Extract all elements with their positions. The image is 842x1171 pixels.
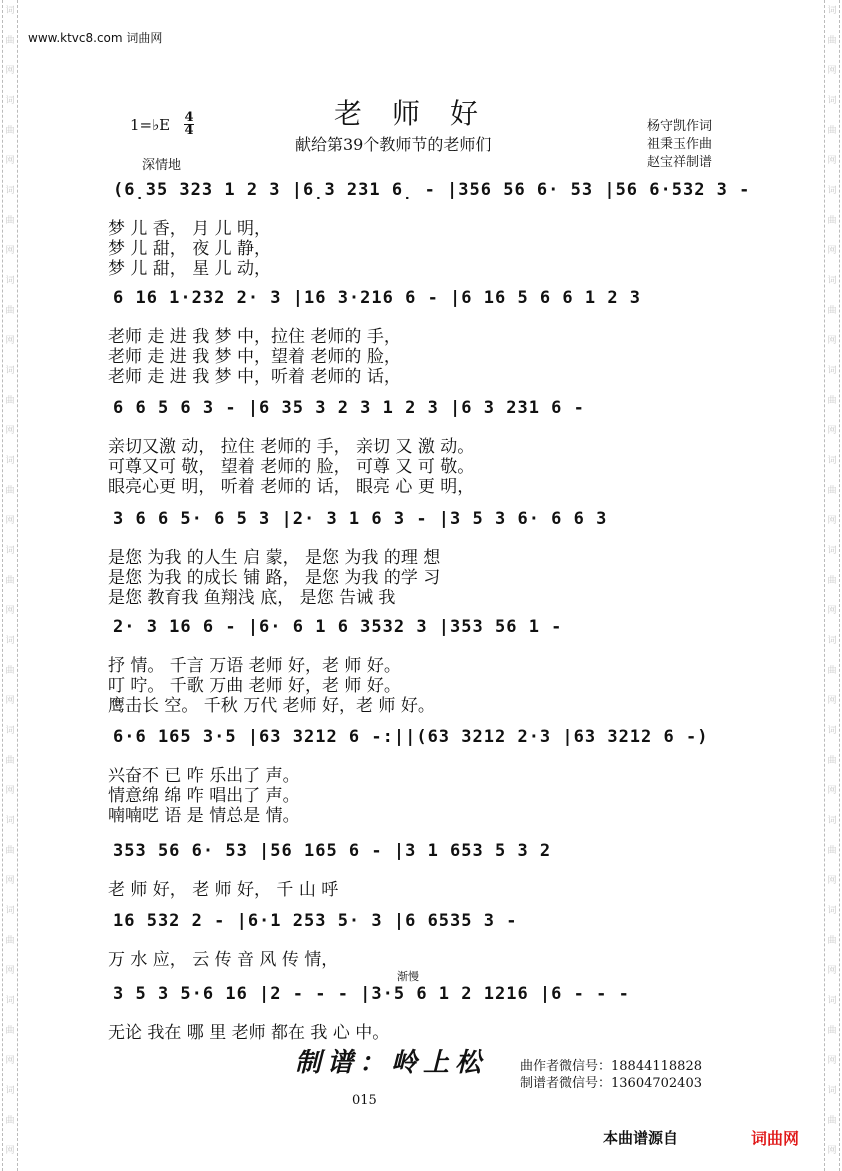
watermark-char: 词 (5, 1086, 15, 1096)
lyric-line: 是您 为我 的成长 铺 路， 是您 为我 的学 习 (108, 568, 441, 588)
right-watermark-strip (824, 0, 840, 1171)
watermark-char: 网 (827, 426, 837, 436)
watermark-char: 词 (827, 366, 837, 376)
page-number: 015 (352, 1093, 377, 1108)
contact-info (520, 1058, 702, 1092)
notation-line: 6·6 165 3·5 |63 3212 6 -:||(63 3212 2·3 |63 3212 6 -) (113, 727, 709, 747)
watermark-char: 词 (827, 456, 837, 466)
notation-line: 353 56 6· 53 |56 165 6 - |3 1 653 5 3 2 (113, 841, 552, 861)
lyric-line: 梦 儿 甜， 夜 儿 静， (108, 239, 272, 259)
watermark-char: 曲 (5, 756, 15, 766)
watermark-char: 曲 (5, 1026, 15, 1036)
key-signature: 1=♭E (130, 116, 171, 134)
notation-line: (6̣35 323 1 2 3 |6̣3 231 6̣ - |356 56 6· 53 |56 6·532 3 - (113, 180, 751, 200)
watermark-char: 网 (827, 1056, 837, 1066)
watermark-char: 网 (5, 966, 15, 976)
watermark-char: 网 (5, 1146, 15, 1156)
watermark-char: 网 (5, 786, 15, 796)
watermark-char: 网 (5, 156, 15, 166)
song-title: 老师好 (333, 97, 508, 130)
watermark-char: 词 (827, 276, 837, 286)
watermark-char: 网 (5, 606, 15, 616)
watermark-char: 词 (827, 186, 837, 196)
watermark-char: 网 (827, 966, 837, 976)
watermark-char: 曲 (827, 936, 837, 946)
watermark-char: 网 (827, 246, 837, 256)
watermark-char: 曲 (827, 1116, 837, 1126)
watermark-char: 网 (827, 66, 837, 76)
watermark-char: 曲 (827, 846, 837, 856)
watermark-char: 词 (5, 996, 15, 1006)
source-brand[interactable]: 词曲网 (751, 1129, 800, 1148)
lyric-line: 情意绵 绵 咋 唱出了 声。 (108, 786, 300, 806)
watermark-char: 网 (827, 606, 837, 616)
lyric-line: 可尊又可 敬， 望着 老师的 脸， 可尊 又 可 敬。 (108, 457, 475, 477)
watermark-char: 词 (5, 366, 15, 376)
watermark-char: 网 (5, 1056, 15, 1066)
watermark-char: 曲 (5, 936, 15, 946)
composer-credit: 祖秉玉作曲 (647, 137, 713, 152)
lyric-line: 是您 为我 的人生 启 蒙， 是您 为我 的理 想 (108, 548, 441, 568)
time-signature-top: 4 (184, 110, 194, 125)
notation-line: 16 532 2 - |6·1 253 5· 3 |6 6535 3 - (113, 911, 518, 931)
notation-line: 6 6 5 6 3 - |6 35 3 2 3 1 2 3 |6 3 231 6 - (113, 398, 585, 418)
composer-contact: 曲作者微信号：18844118828 (520, 1059, 702, 1074)
lyric-line: 抒 情。 千言 万语 老师 好，老 师 好。 (108, 656, 401, 676)
watermark-char: 词 (5, 636, 15, 646)
lyric-line: 兴奋不 已 咋 乐出了 声。 (108, 766, 300, 786)
watermark-char: 曲 (5, 846, 15, 856)
watermark-char: 词 (827, 6, 837, 16)
source-label: 本曲谱源自 (603, 1129, 679, 1147)
watermark-char: 词 (5, 726, 15, 736)
time-signature (184, 112, 194, 137)
watermark-char: 网 (5, 696, 15, 706)
engraver-contact: 制谱者微信号：13604702403 (520, 1076, 702, 1091)
watermark-char: 曲 (5, 576, 15, 586)
watermark-char: 词 (5, 6, 15, 16)
lyric-line: 老师 走 进 我 梦 中，望着 老师的 脸， (108, 347, 401, 367)
watermark-char: 网 (5, 66, 15, 76)
watermark-char: 网 (827, 696, 837, 706)
watermark-char: 曲 (5, 216, 15, 226)
watermark-char: 曲 (827, 126, 837, 136)
watermark-char: 网 (5, 876, 15, 886)
watermark-char: 曲 (827, 306, 837, 316)
watermark-char: 词 (827, 996, 837, 1006)
notation-line: 2· 3 16 6 - |6· 6 1 6 3532 3 |353 56 1 - (113, 617, 563, 637)
watermark-char: 词 (5, 456, 15, 466)
watermark-char: 网 (5, 336, 15, 346)
site-url[interactable]: www.ktvc8.com 词曲网 (28, 31, 163, 45)
tempo-mark: 渐慢 (397, 970, 419, 983)
watermark-char: 网 (5, 246, 15, 256)
lyric-line: 喃喃呓 语 是 情总是 情。 (108, 806, 300, 826)
watermark-char: 词 (827, 96, 837, 106)
watermark-char: 曲 (827, 216, 837, 226)
watermark-char: 曲 (827, 576, 837, 586)
engraver-credit: 赵宝祥制谱 (647, 155, 713, 170)
expression-mark: 深情地 (142, 158, 182, 173)
watermark-char: 词 (827, 906, 837, 916)
watermark-char: 曲 (5, 486, 15, 496)
lyric-line: 万 水 应， 云 传 音 风 传 情， (108, 950, 339, 970)
watermark-char: 网 (827, 876, 837, 886)
watermark-char: 曲 (5, 126, 15, 136)
watermark-char: 曲 (827, 396, 837, 406)
watermark-char: 曲 (827, 486, 837, 496)
left-watermark-strip (2, 0, 18, 1171)
notation-line: 3 5 3 5·6 16 |2 - - - |3·5 6 1 2 1216 |6 - - - (113, 984, 630, 1004)
notation-line: 6 16 1·232 2· 3 |16 3·216 6 - |6 16 5 6 6 1 2 3 (113, 288, 642, 308)
lyric-line: 是您 教育我 鱼翔浅 底， 是您 告诫 我 (108, 588, 396, 608)
watermark-char: 曲 (5, 1116, 15, 1126)
watermark-char: 曲 (5, 36, 15, 46)
watermark-char: 词 (827, 1086, 837, 1096)
song-subtitle: 献给第39个教师节的老师们 (295, 135, 492, 154)
watermark-char: 词 (827, 816, 837, 826)
lyric-line: 亲切又激 动， 拉住 老师的 手， 亲切 又 激 动。 (108, 437, 475, 457)
watermark-char: 词 (5, 906, 15, 916)
watermark-char: 曲 (5, 396, 15, 406)
lyric-line: 叮 咛。 千歌 万曲 老师 好，老 师 好。 (108, 676, 401, 696)
engraver-signature: 制谱：岭上松 (295, 1048, 488, 1078)
watermark-char: 曲 (5, 306, 15, 316)
watermark-char: 网 (827, 1146, 837, 1156)
watermark-char: 词 (5, 546, 15, 556)
lyric-line: 老师 走 进 我 梦 中，拉住 老师的 手， (108, 327, 401, 347)
watermark-char: 词 (5, 816, 15, 826)
watermark-char: 词 (5, 276, 15, 286)
watermark-char: 曲 (5, 666, 15, 676)
lyric-line: 梦 儿 香， 月 儿 明， (108, 219, 272, 239)
time-signature-bottom: 4 (184, 123, 194, 138)
lyric-line: 老师 走 进 我 梦 中，听着 老师的 话， (108, 367, 401, 387)
watermark-char: 网 (827, 516, 837, 526)
watermark-char: 曲 (827, 36, 837, 46)
watermark-char: 网 (5, 426, 15, 436)
notation-line: 3 6 6 5· 6 5 3 |2· 3 1 6 3 - |3 5 3 6· 6 6 3 (113, 509, 608, 529)
watermark-char: 词 (827, 546, 837, 556)
lyric-line: 老 师 好， 老 师 好， 千 山 呼 (108, 880, 339, 900)
watermark-char: 词 (827, 636, 837, 646)
watermark-char: 网 (827, 336, 837, 346)
watermark-char: 曲 (827, 666, 837, 676)
watermark-char: 词 (827, 726, 837, 736)
lyric-line: 眼亮心更 明， 听着 老师的 话， 眼亮 心 更 明， (108, 477, 475, 497)
credits (647, 118, 712, 172)
lyric-line: 无论 我在 哪 里 老师 都在 我 心 中。 (108, 1023, 390, 1043)
watermark-char: 曲 (827, 1026, 837, 1036)
watermark-char: 网 (827, 156, 837, 166)
watermark-char: 词 (5, 96, 15, 106)
watermark-char: 网 (5, 516, 15, 526)
watermark-char: 网 (827, 786, 837, 796)
lyricist-credit: 杨守凯作词 (647, 119, 713, 134)
lyric-line: 梦 儿 甜， 星 儿 动， (108, 259, 272, 279)
lyric-line: 鹰击长 空。 千秋 万代 老师 好，老 师 好。 (108, 696, 435, 716)
watermark-char: 词 (5, 186, 15, 196)
watermark-char: 曲 (827, 756, 837, 766)
